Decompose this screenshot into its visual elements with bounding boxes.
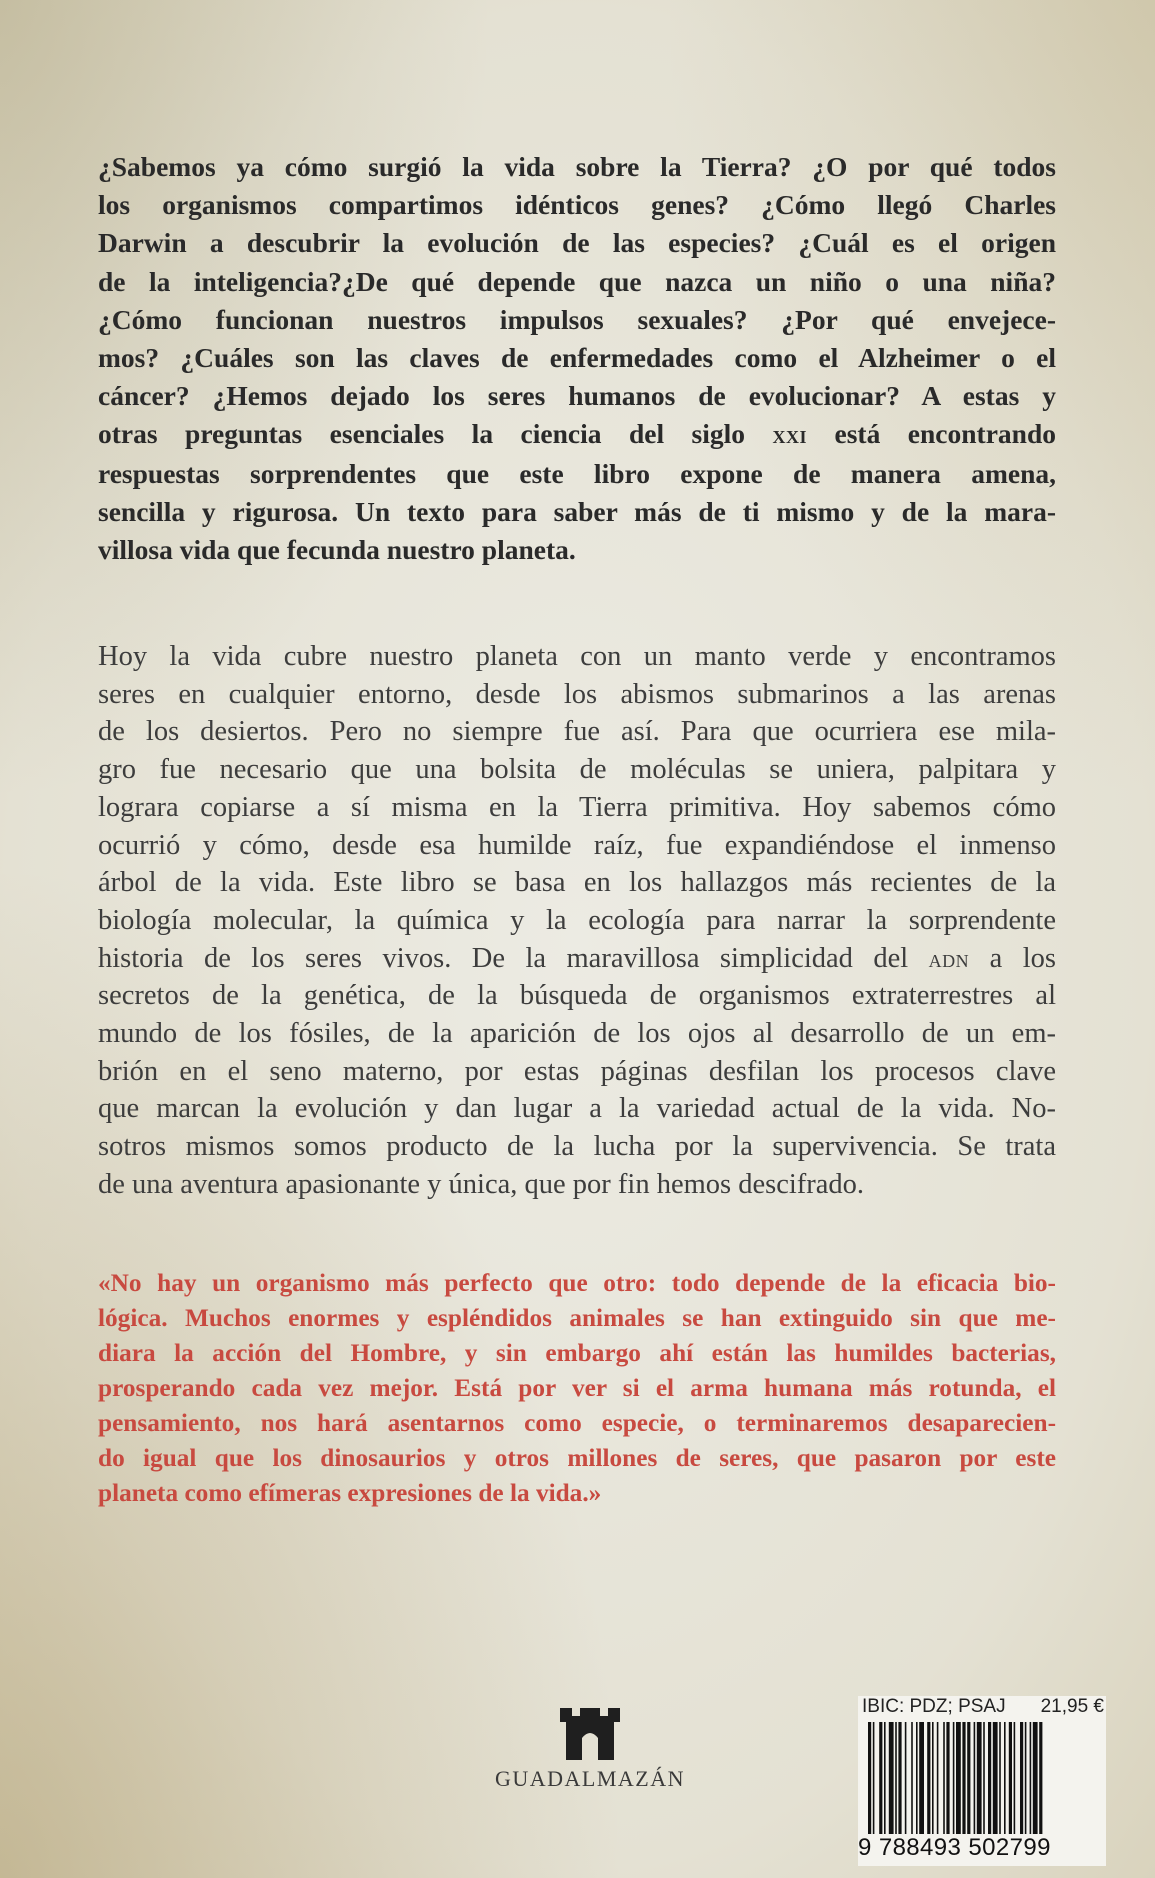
quote-line: lógica. Muchos enormes y espléndidos animales se han extinguido sin que me- <box>98 1304 1056 1332</box>
barcode-bar <box>937 1722 939 1834</box>
barcode-bar <box>927 1722 930 1834</box>
intro-line: ¿Cómo funcionan nuestros impulsos sexuales? ¿Por qué envejece- <box>98 303 1056 335</box>
barcode-bar <box>974 1722 976 1834</box>
barcode-bar <box>977 1722 982 1834</box>
quote-line: planeta como efímeras expresiones de la vida.» <box>98 1479 602 1507</box>
barcode-bar <box>879 1722 882 1834</box>
intro-line: respuestas sorprendentes que este libro expone de manera amena, <box>98 457 1056 489</box>
body-line: seres en cualquier entorno, desde los abismos submarinos a las arenas <box>98 678 1056 710</box>
body-line: Hoy la vida cubre nuestro planeta con un manto verde y encontramos <box>98 641 1056 672</box>
small-caps-acronym: adn <box>928 943 970 973</box>
intro-line: ¿Sabemos ya cómo surgió la vida sobre la Tierra? ¿O por qué todos <box>98 151 1056 182</box>
price-label: 21,95 € <box>1040 1696 1104 1717</box>
barcode-bar <box>983 1722 985 1834</box>
body-line: secretos de la genética, de la búsqueda de organismos extraterrestres al <box>98 980 1056 1012</box>
isbn-barcode <box>868 1722 1098 1834</box>
quote-paragraph <box>98 1266 1056 1511</box>
quote-line: do igual que los dinosaurios y otros millones de seres, que pasaron por este <box>98 1444 1056 1472</box>
intro-line: los organismos compartimos idénticos genes? ¿Cómo llegó Charles <box>98 189 1056 221</box>
body-line: de los desiertos. Pero no siempre fue así. Para que ocurriera ese mila- <box>98 716 1056 748</box>
intro-line: cáncer? ¿Hemos dejado los seres humanos de evolucionar? A estas y <box>98 380 1056 412</box>
barcode-bar <box>1004 1722 1006 1834</box>
barcode-bar <box>943 1722 945 1834</box>
body-line: que marcan la evolución y dan lugar a la variedad actual de la vida. No- <box>98 1093 1056 1125</box>
small-caps-acronym: xxi <box>772 421 808 450</box>
body-line: historia de los seres vivos. De la maravillosa simplicidad del adn a los <box>98 942 1056 974</box>
body-line: gro fue necesario que una bolsita de moléculas se uniera, palpitara y <box>98 754 1056 786</box>
barcode-bar <box>1033 1722 1038 1834</box>
barcode-bar <box>873 1722 875 1834</box>
quote-line: prosperando cada vez mejor. Está por ver si el arma humana más rotunda, el <box>98 1374 1056 1402</box>
barcode-bar <box>967 1722 970 1834</box>
body-line: lograra copiarse a sí misma en la Tierra primitiva. Hoy sabemos cómo <box>98 791 1056 823</box>
barcode-bar <box>993 1722 998 1834</box>
intro-line: de la inteligencia?¿De qué depende que nazca un niño o una niña? <box>98 265 1056 297</box>
barcode-bar <box>1030 1722 1032 1834</box>
body-line: ocurrió y cómo, desde esa humilde raíz, fue expandiéndose el inmenso <box>98 829 1056 861</box>
barcode-bar <box>946 1722 949 1834</box>
body-line: sotros mismos somos producto de la lucha por la supervivencia. Se trata <box>98 1131 1056 1163</box>
barcode-bar <box>953 1722 955 1834</box>
quote-line: «No hay un organismo más perfecto que otro: todo depende de la eficacia bio- <box>98 1269 1056 1297</box>
body-line: brión en el seno materno, por estas páginas desfilan los procesos clave <box>98 1055 1056 1087</box>
barcode-bar <box>916 1722 918 1834</box>
barcode-bar <box>1009 1722 1012 1834</box>
barcode-bar <box>868 1722 871 1834</box>
barcode-bar <box>895 1722 897 1834</box>
quote-line: diara la acción del Hombre, y sin embargo ahí están las humildes bacterias, <box>98 1339 1056 1367</box>
publisher-imprint <box>470 1708 710 1792</box>
barcode-bar <box>1039 1722 1042 1834</box>
body-line: mundo de los fósiles, de la aparición de los ojos al desarrollo de un em- <box>98 1018 1056 1050</box>
intro-paragraph <box>98 148 1056 569</box>
barcode-bar <box>911 1722 913 1834</box>
barcode-bar <box>1025 1722 1027 1834</box>
barcode-bar <box>898 1722 901 1834</box>
barcode-bar <box>889 1722 894 1834</box>
intro-line: villosa vida que fecunda nuestro planeta. <box>98 534 576 566</box>
quote-line: pensamiento, nos hará asentarnos como especie, o terminaremos desaparecien- <box>98 1409 1056 1437</box>
body-line: de una aventura apasionante y única, que por fin hemos descifrado. <box>98 1168 865 1200</box>
barcode-bar <box>905 1722 907 1834</box>
barcode-bar <box>988 1722 991 1834</box>
tower-logo-icon <box>558 1708 622 1760</box>
barcode-bar <box>884 1722 886 1834</box>
isbn-number: 9 788493 502799 <box>858 1834 1051 1861</box>
barcode-bar <box>999 1722 1001 1834</box>
barcode-bar <box>962 1722 965 1834</box>
barcode-bar <box>932 1722 934 1834</box>
barcode-bar <box>1014 1722 1016 1834</box>
barcode-label <box>858 1696 1106 1866</box>
publisher-name: GUADALMAZÁN <box>494 1766 686 1791</box>
intro-line: otras preguntas esenciales la ciencia del siglo xxi está encontrando <box>98 418 1056 450</box>
body-line: biología molecular, la química y la ecología para narrar la sorprendente <box>98 904 1056 936</box>
barcode-bar <box>956 1722 961 1834</box>
barcode-bar <box>1020 1722 1023 1834</box>
body-line: árbol de la vida. Este libro se basa en los hallazgos más recientes de la <box>98 867 1056 899</box>
intro-line: sencilla y rigurosa. Un texto para saber más de ti mismo y de la mara- <box>98 495 1056 527</box>
barcode-bar <box>919 1722 924 1834</box>
intro-line: mos? ¿Cuáles son las claves de enfermedades como el Alzheimer o el <box>98 342 1056 374</box>
intro-line: Darwin a descubrir la evolución de las especies? ¿Cuál es el origen <box>98 227 1056 259</box>
body-paragraph <box>98 638 1056 1204</box>
ibic-code: IBIC: PDZ; PSAJ <box>862 1696 1006 1717</box>
